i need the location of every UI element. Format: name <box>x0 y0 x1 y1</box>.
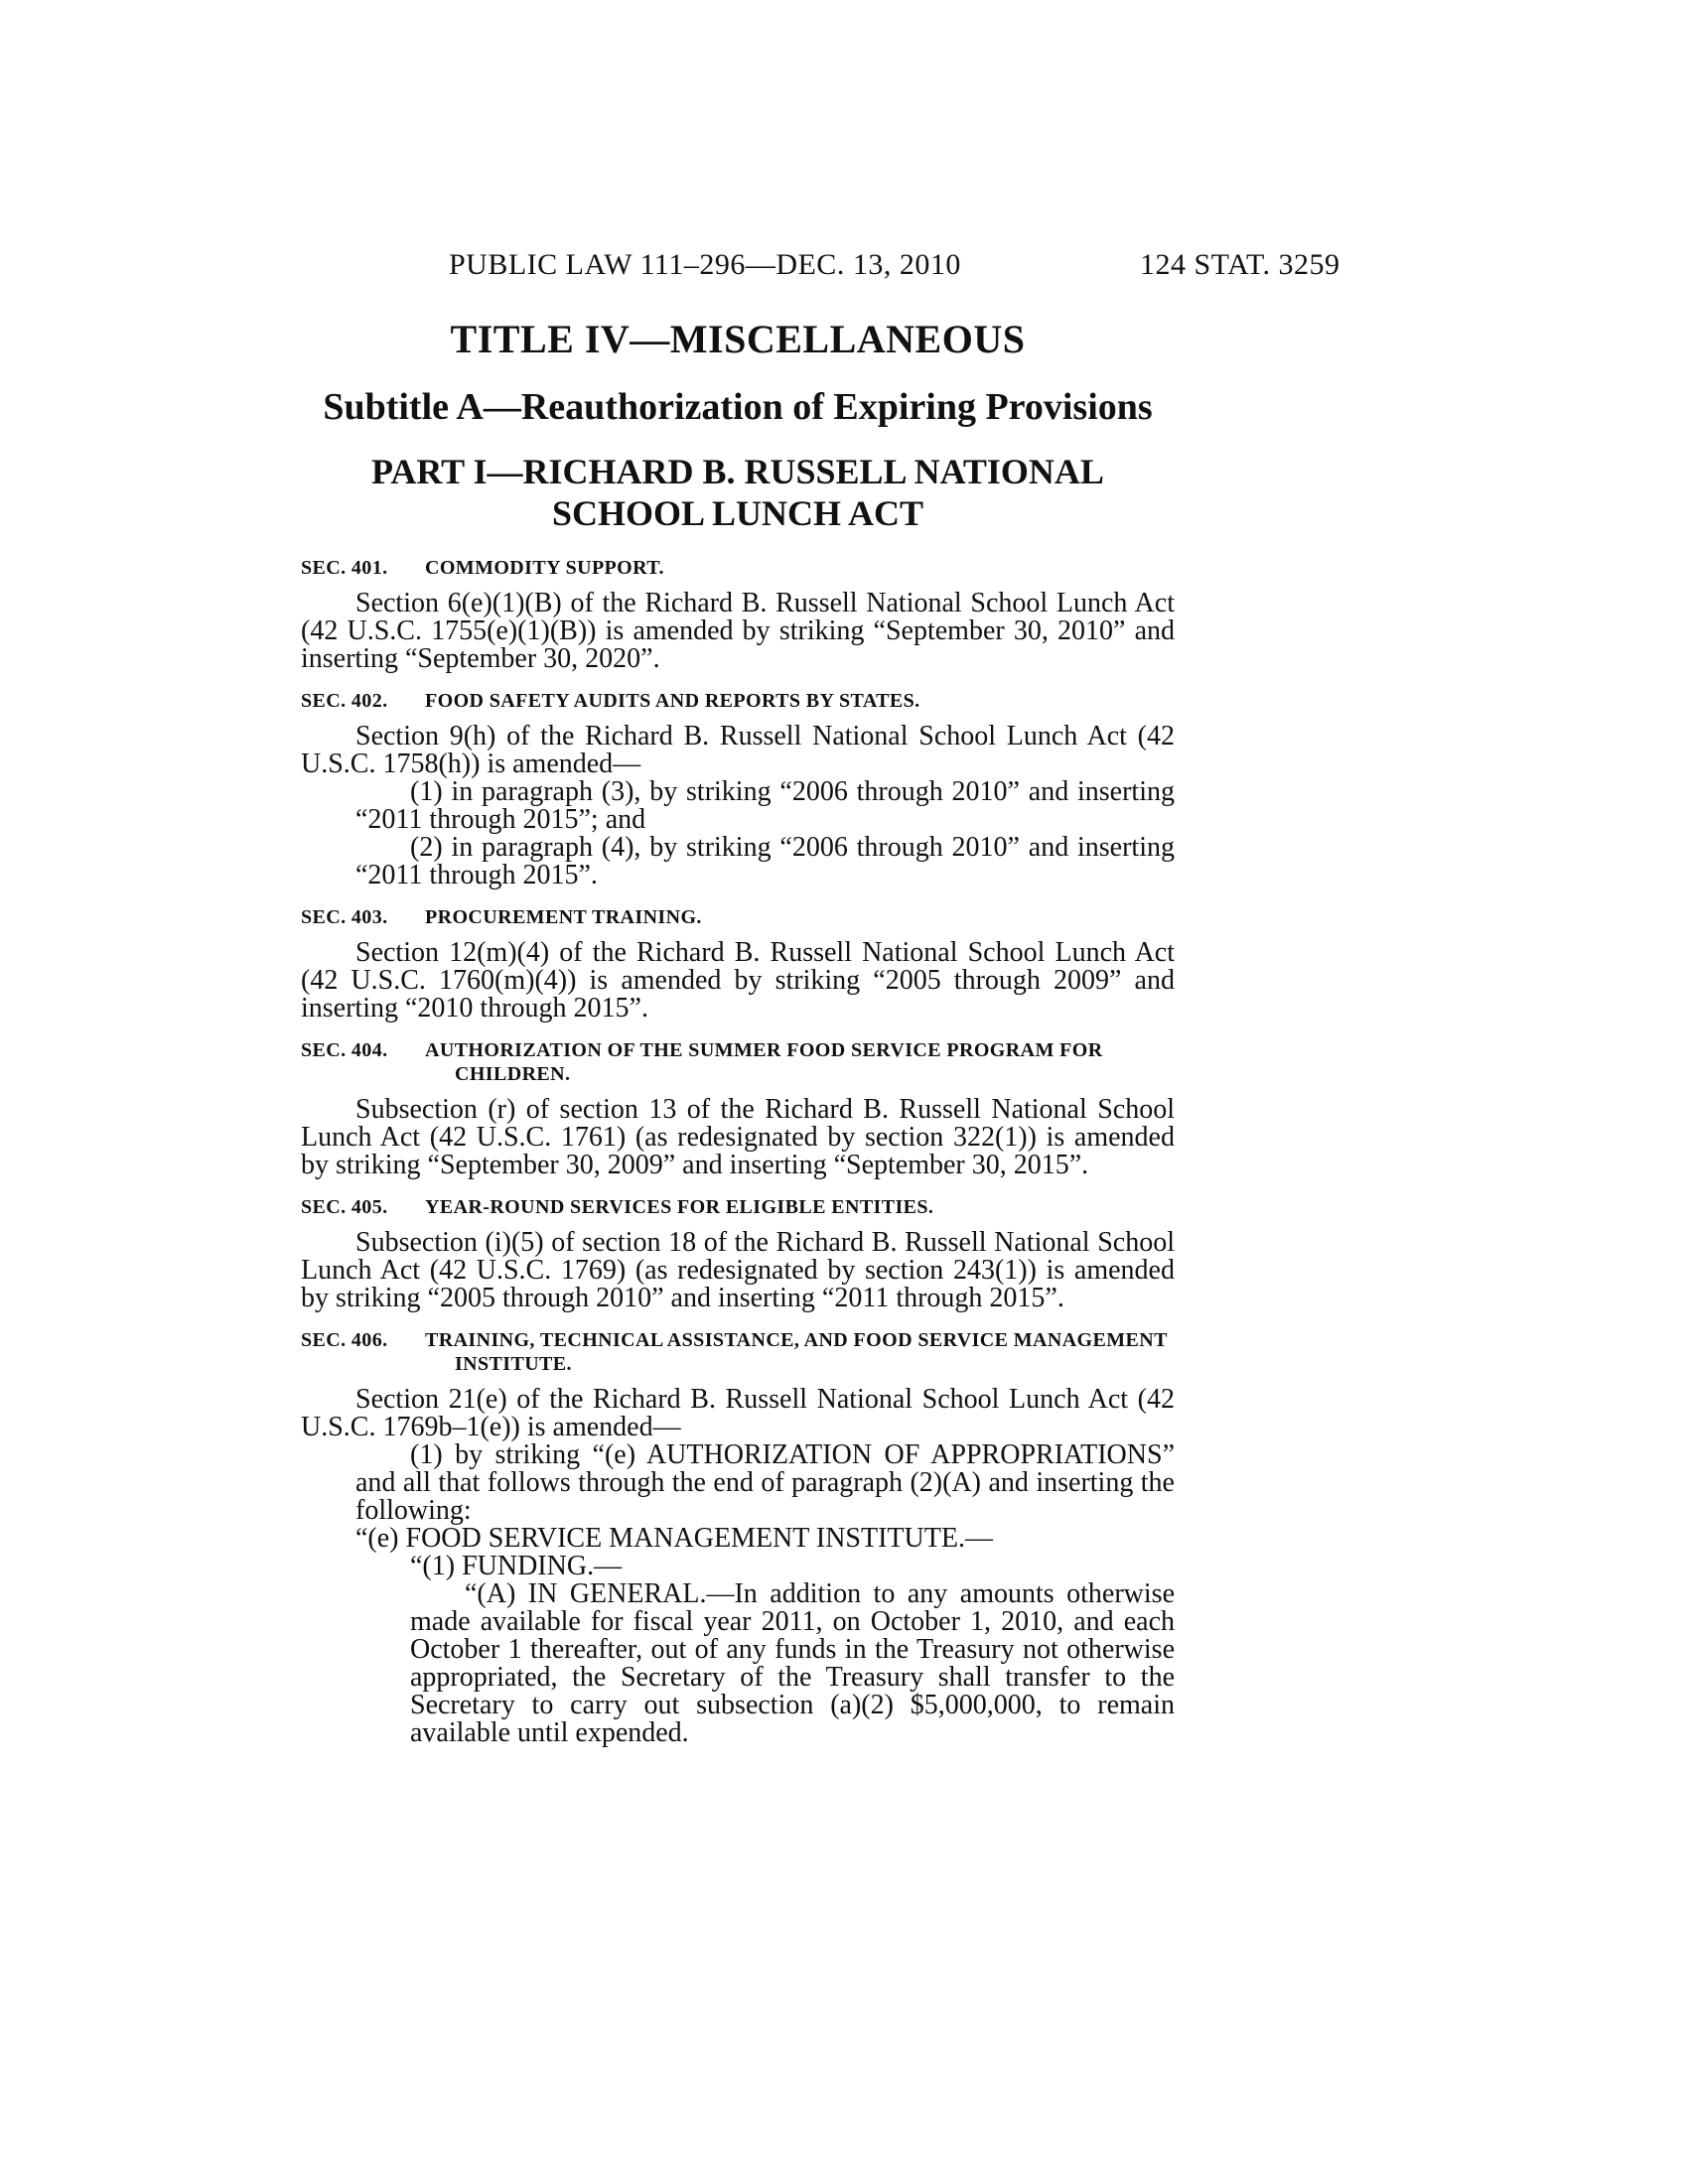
section-402-number: SEC. 402. <box>301 690 388 712</box>
section-406-title: TRAINING, TECHNICAL ASSISTANCE, AND FOOD SERVICE MANAGEMENT INSTITUTE. <box>425 1329 1168 1375</box>
section-404-text: Subsection (r) of section 13 of the Richard B. Russell National School Lunch Act (42 U.S.C. 1761) (as redesignated by section 322(1)) is amended by striking “September 30, 2009” and inserting “September 30, 2015”. <box>301 1094 1175 1180</box>
section-402-text: Section 9(h) of the Richard B. Russell National School Lunch Act (42 U.S.C. 1758(h)) is amended— <box>301 721 1175 779</box>
section-403-text: Section 12(m)(4) of the Richard B. Russell National School Lunch Act (42 U.S.C. 1760(m)(4)) is amended by striking “2005 through 2009” and inserting “2010 through 2015”. <box>301 937 1175 1024</box>
section-406-number: SEC. 406. <box>301 1329 388 1351</box>
section-402-item-1: (1) in paragraph (3), by striking “2006 through 2010” and inserting “2011 through 2015”; and <box>355 776 1175 835</box>
section-406-quote-1: “(1) FUNDING.— <box>410 1551 623 1581</box>
section-403-title: PROCUREMENT TRAINING. <box>425 906 702 928</box>
section-404-title: AUTHORIZATION OF THE SUMMER FOOD SERVICE PROGRAM FOR CHILDREN. <box>425 1039 1103 1085</box>
section-406-quote-e: “(e) FOOD SERVICE MANAGEMENT INSTITUTE.— <box>355 1523 993 1554</box>
title-heading: TITLE IV—MISCELLANEOUS <box>450 317 1026 361</box>
running-head: PUBLIC LAW 111–296—DEC. 13, 2010 <box>449 248 961 281</box>
stat-reference: 124 STAT. 3259 <box>1140 248 1340 281</box>
section-402-heading <box>301 689 1175 713</box>
section-401-text: Section 6(e)(1)(B) of the Richard B. Russell National School Lunch Act (42 U.S.C. 1755(e)(1)(B)) is amended by striking “September 30, 2010” and inserting “September 30, 2020”. <box>301 588 1175 674</box>
section-405-heading <box>301 1195 1175 1219</box>
section-405-number: SEC. 405. <box>301 1196 388 1218</box>
section-405-text: Subsection (i)(5) of section 18 of the Richard B. Russell National School Lunch Act (42 U.S.C. 1769) (as redesignated by section 243(1)) is amended by striking “2005 through 2010” and inserting “2011 through 2015”. <box>301 1227 1175 1313</box>
subtitle-heading: Subtitle A—Reauthorization of Expiring Provisions <box>323 386 1153 428</box>
body-column <box>301 316 1175 1747</box>
section-401-heading <box>301 556 1175 580</box>
section-403-heading <box>301 905 1175 929</box>
section-402-title: FOOD SAFETY AUDITS AND REPORTS BY STATES. <box>425 690 920 712</box>
section-404-heading <box>301 1038 1175 1086</box>
section-406-item-1: (1) by striking “(e) AUTHORIZATION OF APPROPRIATIONS” and all that follows through the end of paragraph (2)(A) and inserting the following: <box>355 1439 1175 1526</box>
section-406-text: Section 21(e) of the Richard B. Russell National School Lunch Act (42 U.S.C. 1769b–1(e)) is amended— <box>301 1384 1175 1442</box>
section-402-item-2: (2) in paragraph (4), by striking “2006 through 2010” and inserting “2011 through 2015”. <box>355 832 1175 890</box>
section-404-number: SEC. 404. <box>301 1039 388 1061</box>
section-406-quote-a: “(A) IN GENERAL.—In addition to any amounts otherwise made available for fiscal year 2011, on October 1, 2010, and each October 1 thereafter, out of any funds in the Treasury not otherwise appropriated, the Secretary of the Treasury shall transfer to the Secretary to carry out subsection (a)(2) $5,000,000, to remain available until expended. <box>410 1578 1175 1748</box>
section-401-title: COMMODITY SUPPORT. <box>425 557 664 579</box>
section-403-number: SEC. 403. <box>301 906 388 928</box>
part-heading: PART I—RICHARD B. RUSSELL NATIONAL SCHOOL LUNCH ACT <box>371 452 1104 533</box>
section-401-number: SEC. 401. <box>301 557 388 579</box>
section-406-heading <box>301 1328 1175 1376</box>
section-405-title: YEAR-ROUND SERVICES FOR ELIGIBLE ENTITIES. <box>425 1196 934 1218</box>
